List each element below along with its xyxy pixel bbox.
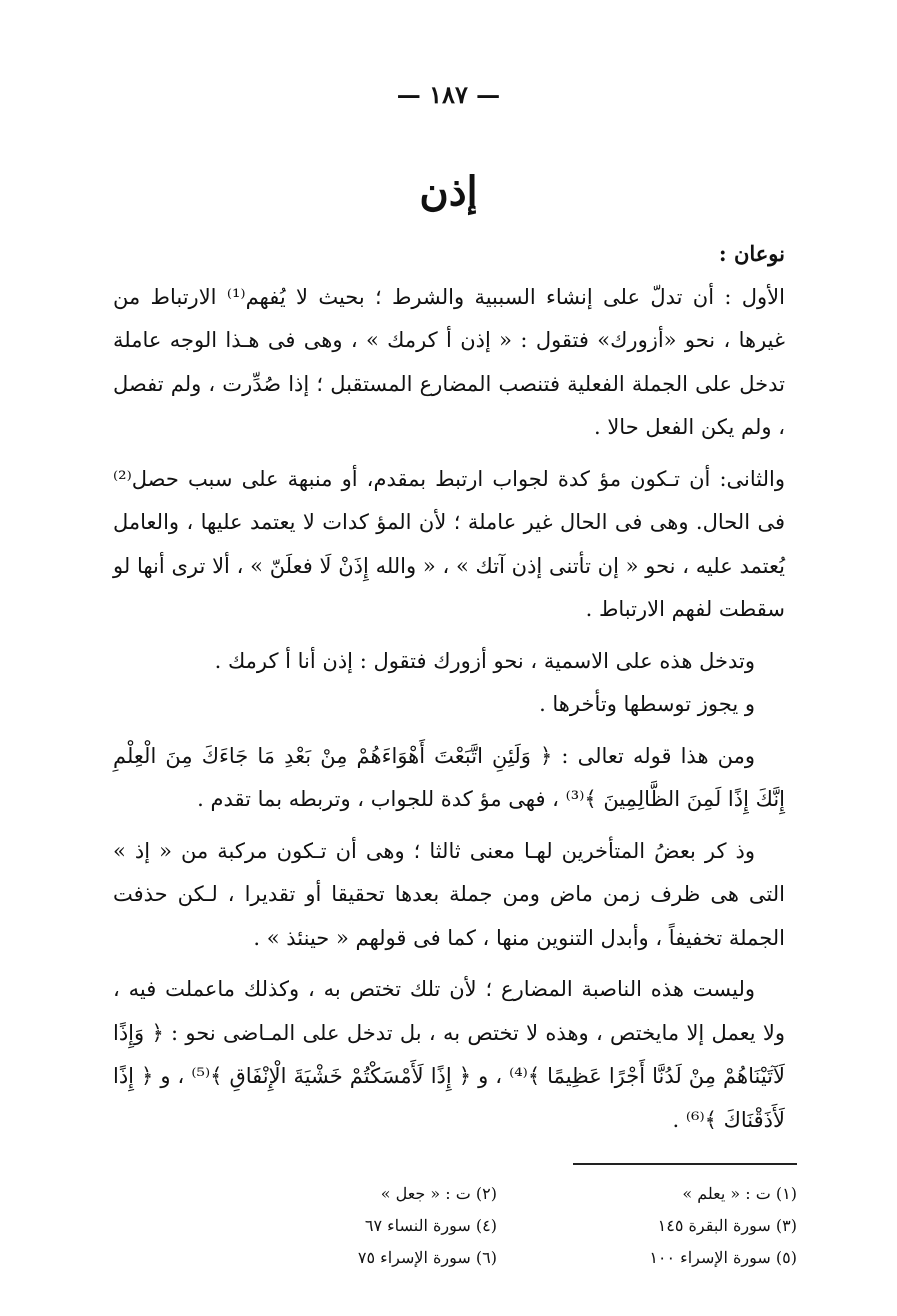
footnote-item: (٥) سورة الإسراء ١٠٠: [649, 1248, 797, 1267]
footnote-divider: [573, 1163, 797, 1165]
paragraph-nominal: وتدخل هذه على الاسمية ، نحو أزورك فتقول : إذن أنا أ كرمك .: [214, 648, 755, 673]
footnotes: [237, 1180, 797, 1272]
intro-line: نوعان :: [718, 241, 785, 266]
footnote-item: (٣) سورة البقرة ١٤٥: [657, 1216, 797, 1235]
footnote-item: (٤) سورة النساء ٦٧: [364, 1216, 497, 1235]
footnote-item: (٦) سورة الإسراء ٧٥: [357, 1248, 497, 1267]
paragraph-position: و يجوز توسطها وتأخرها .: [539, 692, 755, 716]
section-heading: إذن: [419, 168, 478, 215]
footnote-item: (٢) ت : « جعل »: [380, 1184, 497, 1203]
paragraph-not-nasiba: وليست هذه الناصبة المضارع ؛ لأن تلك تختص به ، وكذلك ماعملت فيه ، ولا يعمل إلا مايختص ، وهذه لا تختص به ، بل تدخل على المـاضى نحو : ﴿ وَإِذًا لَآتَيْنَاهُمْ مِنْ لَدُنَّا أَجْرًا عَظِيمًا ﴾⁽⁴⁾ ، و ﴿ إِذًا لَأَمْسَكْتُمْ خَشْيَةَ الْإِنْفَاقِ ﴾⁽⁵⁾ ، و ﴿ إِذًا لَأَذَقْنَاكَ ﴾⁽⁶⁾ .: [113, 977, 785, 1132]
page-number: — ١٨٧ —: [396, 80, 501, 109]
body-text: [113, 232, 785, 1142]
paragraph-second-type: والثانى: أن تـكون مؤ كدة لجواب ارتبط بمقدم، أو منبهة على سبب حصل⁽²⁾ فى الحال. وهى فى الحال غير عاملة ؛ لأن المؤ كدات لا يعتمد عليها ، والعامل يُعتمد عليه ، نحو « إن تأتنى إذن آتك » ، « والله إِذَنْ لَا فعلَنّ » ، ألا ترى أنها لو سقطت لفهم الارتباط .: [113, 466, 785, 621]
footnote-item: (١) ت : « يعلم »: [682, 1184, 797, 1203]
paragraph-first-type: الأول : أن تدلّ على إنشاء السببية والشرط ؛ بحيث لا يُفهم⁽¹⁾ الارتباط من غيرها ، نحو «أزورك» فتقول : « إذن أ كرمك » ، وهى فى هـذا الوجه عاملة تدخل على الجملة الفعلية فتنصب المضارع المستقبل ؛ إذا صُدِّرت ، ولم تفصل ، ولم يكن الفعل حالا .: [113, 284, 785, 439]
paragraph-third-meaning: وذ كر بعضُ المتأخرين لهـا معنى ثالثا ؛ وهى أن تـكون مركبة من « إذ » التى هى ظرف زمن ماض ومن جملة بعدها تحقيقا أو تقديرا ، لـكن حذفت الجملة تخفيفاً ، وأبدل التنوين منها ، كما فى قولهم « حينئذ » .: [113, 838, 785, 950]
paragraph-quran-example: ومن هذا قوله تعالى : ﴿ وَلَئِنِ اتَّبَعْتَ أَهْوَاءَهُمْ مِنْ بَعْدِ مَا جَاءَكَ مِنَ الْعِلْمِ إِنَّكَ إِذًا لَمِنَ الظَّالِمِينَ ﴾⁽³⁾ ، فهى مؤ كدة للجواب ، وتربطه بما تقدم .: [113, 743, 785, 811]
